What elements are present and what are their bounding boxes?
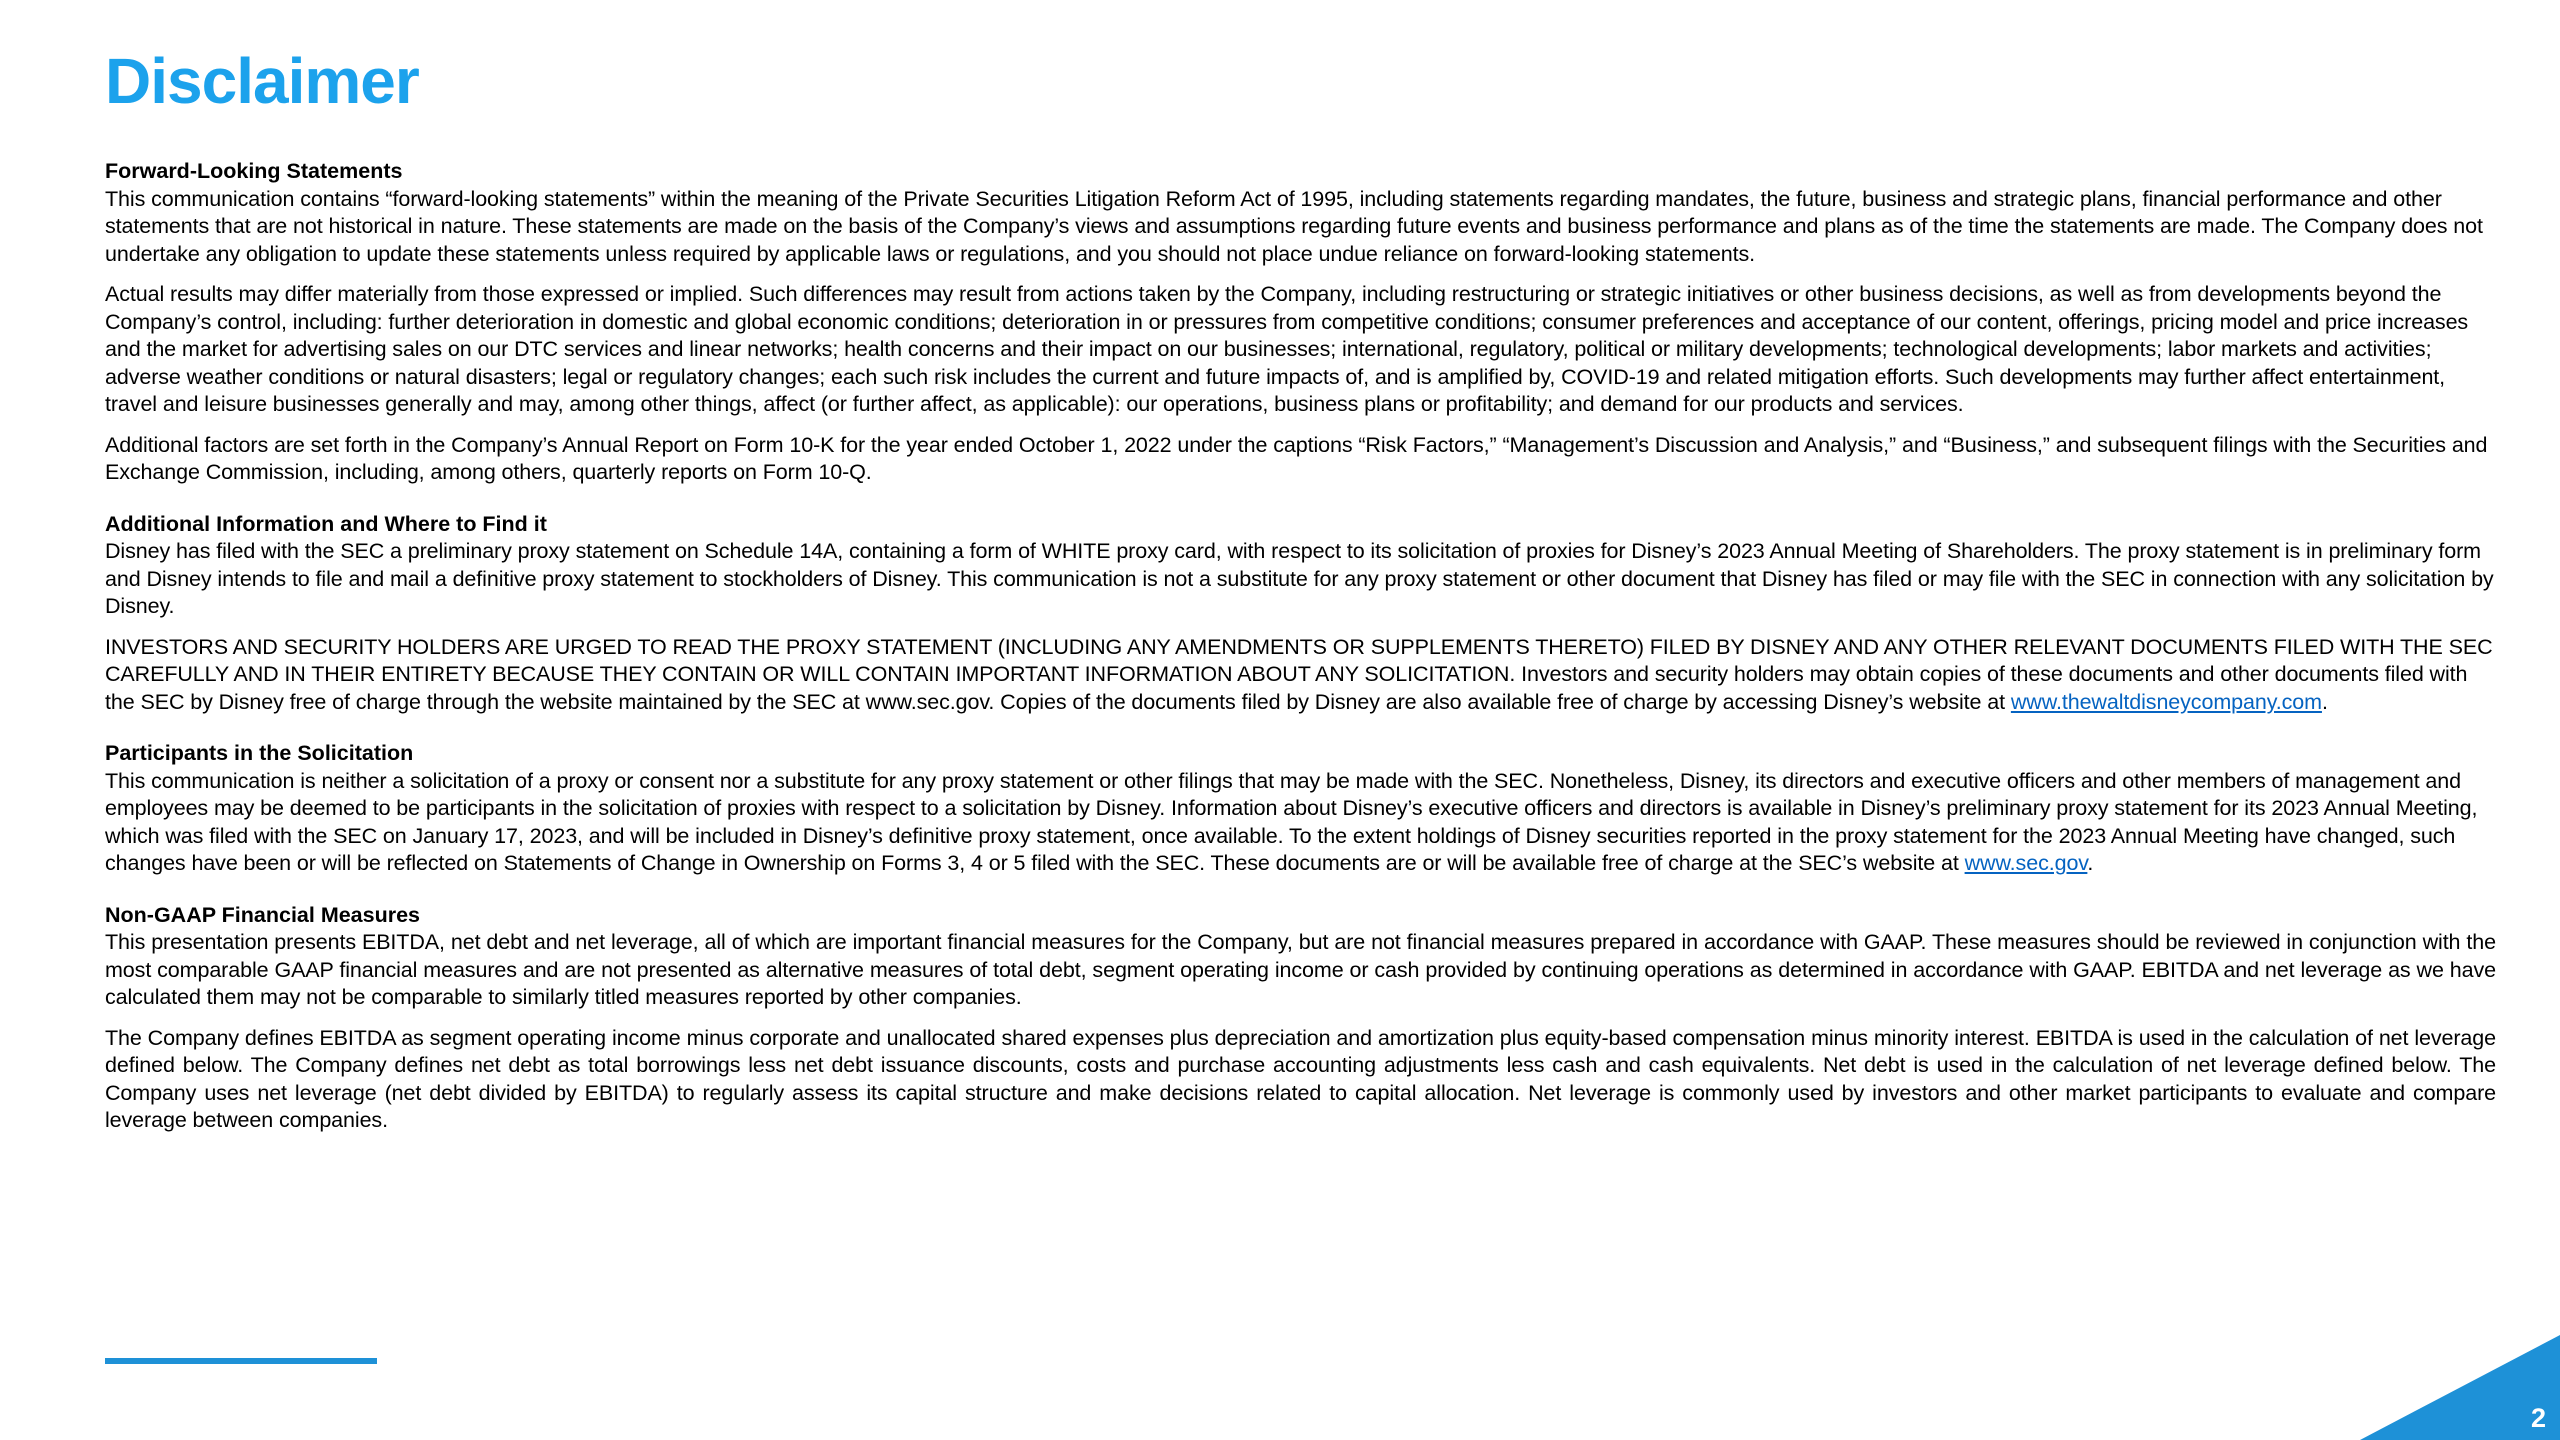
paragraph-non-gaap-1: This presentation presents EBITDA, net debt and net leverage, all of which are important financial measures for the Company, but are not financial measures prepared in accordance with GAAP. These measures should be reviewed in conjunction with the most comparable GAAP financial measures and are not presented as alternative measures of total debt, segment operating income or cash provided by continuing operations as determined in accordance with GAAP. EBITDA and net leverage as we have calculated them may not be comparable to similarly titled measures reported by other companies. (105, 930, 2496, 1010)
section-heading-participants: Participants in the Solicitation (105, 741, 414, 766)
paragraph-text: . (2321, 689, 2328, 714)
footer-accent-line (105, 1358, 377, 1364)
section-non-gaap-measures (105, 902, 2496, 1135)
paragraph-additional-information-1: Disney has filed with the SEC a preliminary proxy statement on Schedule 14A, containing a form of WHITE proxy card, with respect to its solicitation of proxies for Disney’s 2023 Annual Meeting of Shareholders. The proxy statement is in preliminary form and Disney intends to file and mail a definitive proxy statement to stockholders of Disney. This communication is not a substitute for any proxy statement or other document that Disney has filed or may file with the SEC in connection with any solicitation by Disney. (105, 539, 2494, 619)
paragraph-forward-looking-1: This communication contains “forward-looking statements” within the meaning of the Private Securities Litigation Reform Act of 1995, including statements regarding mandates, the future, business and strategic plans, financial performance and other statements that are not historical in nature. These statements are made on the basis of the Company’s views and assumptions regarding future events and business performance and plans as of the time the statements are made. The Company does not undertake any obligation to update these statements unless required by applicable laws or regulations, and you should not place undue reliance on forward-looking statements. (105, 186, 2483, 266)
section-heading-forward-looking: Forward-Looking Statements (105, 159, 403, 183)
paragraph-participants-1 (105, 768, 2496, 878)
paragraph-text: This communication is neither a solicitation of a proxy or consent nor a substitute for any proxy statement or other filings that may be made with the SEC. Nonetheless, Disney, its directors and executive officers and other members of management and employees may be deemed to be participants in the solicitation of proxies with respect to a solicitation by Disney. Information about Disney’s executive officers and directors is available in Disney’s preliminary proxy statement for its 2023 Annual Meeting, which was filed with the SEC on January 17, 2023, and will be included in Disney’s definitive proxy statement, once available. To the extent holdings of Disney securities reported in the proxy statement for the 2023 Annual Meeting have changed, such changes have been or will be reflected on Statements of Change in Ownership on Forms 3, 4 or 5 filed with the SEC. These documents are or will be available free of charge at the SEC’s website at (105, 768, 2478, 876)
section-additional-information (105, 511, 2496, 717)
paragraph-forward-looking-2: Actual results may differ materially from those expressed or implied. Such differences may result from actions taken by the Company, including restructuring or strategic initiatives or other business decisions, as well as from developments beyond the Company’s control, including: further deterioration in domestic and global economic conditions; deterioration in or pressures from competitive conditions; consumer preferences and acceptance of our content, offerings, pricing model and price increases and the market for advertising sales on our DTC services and linear networks; health concerns and their impact on our businesses; international, regulatory, political or military developments; technological developments; labor markets and activities; adverse weather conditions or natural disasters; legal or regulatory changes; each such risk includes the current and future impacts of, and is amplified by, COVID-19 and related mitigation efforts. Such developments may further affect entertainment, travel and leisure businesses generally and may, among other things, affect (or further affect, as applicable): our operations, business plans or profitability; and demand for our products and services. (105, 282, 2469, 417)
paragraph-text: . (2087, 851, 2094, 876)
page-number: 2 (2530, 1403, 2546, 1433)
section-forward-looking-statements (105, 158, 2496, 487)
disney-website-link[interactable]: www.thewaltdisneycompany.com (2010, 689, 2322, 714)
section-heading-non-gaap: Non-GAAP Financial Measures (105, 902, 421, 927)
sec-website-link[interactable]: www.sec.gov (1964, 851, 2088, 876)
section-participants-solicitation (105, 740, 2496, 878)
paragraph-additional-information-2 (105, 634, 2496, 717)
paragraph-non-gaap-2: The Company defines EBITDA as segment operating income minus corporate and unallocated shared expenses plus depreciation and amortization plus equity-based compensation minus minority interest. EBITDA is used in the calculation of net leverage defined below. The Company defines net debt as total borrowings less net debt issuance discounts, costs and purchase accounting adjustments less cash and cash equivalents. Net debt is used in the calculation of net leverage defined below. The Company uses net leverage (net debt divided by EBITDA) to regularly assess its capital structure and make decisions related to capital allocation. Net leverage is commonly used by investors and other market participants to evaluate and compare leverage between companies. (105, 1025, 2496, 1133)
paragraph-forward-looking-3: Additional factors are set forth in the Company’s Annual Report on Form 10-K for the year ended October 1, 2022 under the captions “Risk Factors,” “Management’s Discussion and Analysis,” and “Business,” and subsequent filings with the Securities and Exchange Commission, including, among others, quarterly reports on Form 10-Q. (105, 432, 2488, 485)
paragraph-text: INVESTORS AND SECURITY HOLDERS ARE URGED TO READ THE PROXY STATEMENT (INCLUDING ANY AMENDMENTS OR SUPPLEMENTS THERETO) FILED BY DISNEY AND ANY OTHER RELEVANT DOCUMENTS FILED WITH THE SEC CAREFULLY AND IN THEIR ENTIRETY BECAUSE THEY CONTAIN OR WILL CONTAIN IMPORTANT INFORMATION ABOUT ANY SOLICITATION. Investors and security holders may obtain copies of these documents and other documents filed with the SEC by Disney free of charge through the website maintained by the SEC at www.sec.gov. Copies of the documents filed by Disney are also available free of charge by accessing Disney’s website at (105, 634, 2493, 714)
page-title: Disclaimer (105, 45, 419, 117)
section-heading-additional-information: Additional Information and Where to Find it (105, 511, 547, 536)
